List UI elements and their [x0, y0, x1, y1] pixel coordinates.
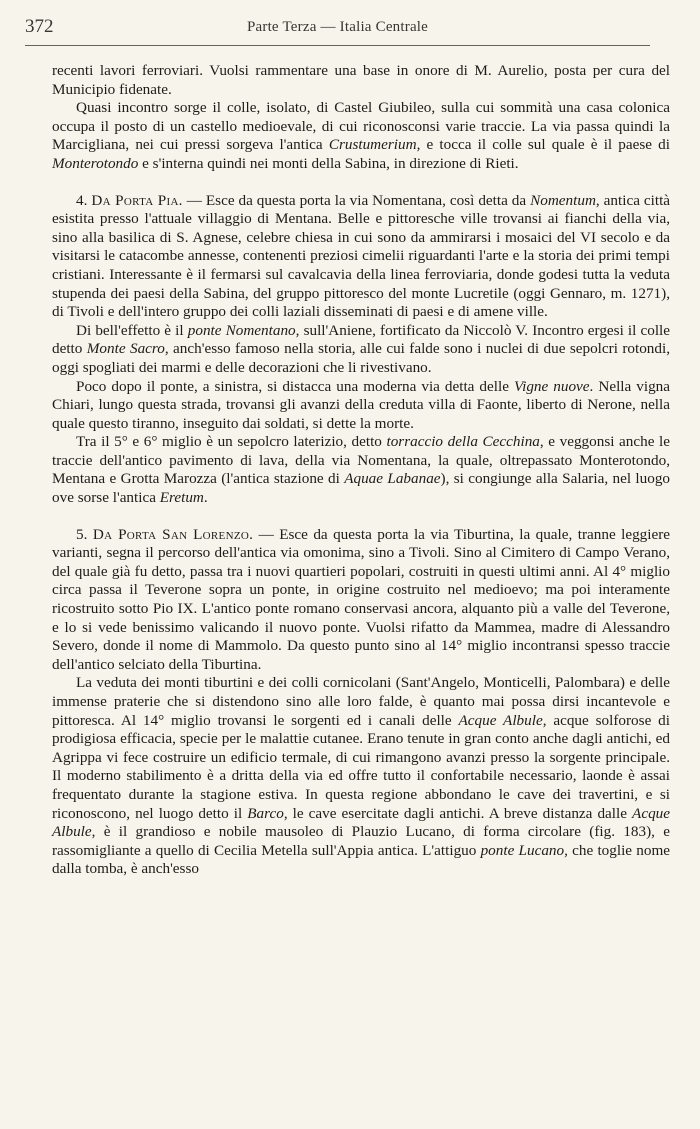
header-rule [25, 45, 650, 46]
body-text [52, 62, 670, 879]
section-5-paragraph: 5. Da Porta San Lorenzo. — Esce da questa porta la via Tiburtina, la quale, tranne leggiere varianti, segna il percorso dell'antica via omonima, sino a Tivoli. Sino al Cimitero di Campo Verano, del quale già fu detto, passa tra i nuovi quartieri popolari, costruiti in questi ultimi anni. Al 4° miglio circa passa il Teverone sopra un ponte, in origine costruito nel medioevo; ma poi interamente ricostruito sotto Pio IX. L'antico ponte romano conservasi ancora, alquanto più a valle del Teverone, e lo si vede benissimo valicando il nuovo ponte. Vuolsi rifatto da Mammea, madre di Alessandro Severo, donde il nome di Mammolo. Da questo punto sino al 14° miglio incontransi spesso traccie dell'antico selciato della Tiburtina. [52, 525, 671, 673]
paragraph: Di bell'effetto è il ponte Nomentano, sull'Aniene, fortificato da Niccolò V. Incontro ergesi il colle detto Monte Sacro, anch'esso famoso nella storia, alle cui falde sono i nuclei di due sepolcri rotondi, oggi spogliati dei marmi e delle decorazioni che li rivestivano. [52, 321, 670, 376]
section-heading: Da Porta San Lorenzo. [92, 525, 254, 543]
section-heading: Da Porta Pia. [91, 191, 183, 209]
section-4-paragraph: 4. Da Porta Pia. — Esce da questa porta la via Nomentana, così detta da Nomentum, antica città esistita presso l'attuale villaggio di Mentana. Belle e pittoresche ville trovansi ai fianchi della via, sino alla basilica di S. Agnese, celebre chiesa in cui sono da ammirarsi i mosaici del VI secolo e da visitarsi le catacombe annesse, contenenti preziosi cimelii riguardanti l'arte e la storia dei primi tempi cristiani. Interessante è il fermarsi sul cavalcavia della linea ferroviaria, donde godesi tutta la veduta stupenda dei paesi della Sabina, del gruppo pittoresco del monte Lucretile (oggi Gennaro, m. 1271), di Tivoli e dell'intero gruppo dei colli laziali disseminati di paesi e di amene ville. [52, 191, 671, 321]
paragraph: Poco dopo il ponte, a sinistra, si distacca una moderna via detta delle Vigne nuove. Nella vigna Chiari, lungo questa strada, trovansi gli avanzi della creduta villa di Faonte, liberto di Nerone, nella quale questo tiranno, inseguito dai soldati, si dette la morte. [52, 377, 670, 432]
page-number: 372 [25, 16, 54, 37]
running-title: Parte Terza — Italia Centrale [246, 19, 429, 35]
paragraph: Quasi incontro sorge il colle, isolato, di Castel Giubileo, sulla cui sommità una casa colonica occupa il posto di un castello medioevale, di cui riconosconsi varie traccie. La via passa quindi la Marcigliana, nei cui pressi sorgeva l'antica Crustumerium, e tocca il colle sul quale è il paese di Monterotondo e s'interna quindi nei monti della Sabina, in direzione di Rieti. [52, 99, 670, 172]
paragraph: Tra il 5° e 6° miglio è un sepolcro laterizio, detto torraccio della Cecchina, e veggonsi anche le traccie dell'antico pavimento di lava, della via Nomentana, la quale, oltrepassato Monterotondo, Mentana e Grotta Marozza (l'antica stazione di Aquae Labanae), si congiunge alla Salaria, nel luogo ove sorse l'antica Eretum. [52, 433, 671, 507]
paragraph: recenti lavori ferroviari. Vuolsi rammentare una base in onore di M. Aurelio, posta per cura del Municipio fidenate. [52, 62, 670, 98]
paragraph: La veduta dei monti tiburtini e dei colli cornicolani (Sant'Angelo, Monticelli, Palombara) e delle immense praterie che si distendono sino alle loro falde, è quanto mai possa dirsi incantevole e pittoresca. Al 14° miglio trovansi le sorgenti ed i canali delle Acque Albule, acque solforose di prodigiosa efficacia, specie per le malattie cutanee. Erano tenute in gran conto anche dagli antichi, ed Agrippa vi fece costruire un edificio termale, di cui rimangono avanzi presso la sorgente principale. Il moderno stabilimento è a dritta della via ed offre tutto il confortabile necessario, laonde è assai frequentato durante la stagione estiva. In questa regione abbondano le cave dei travertini, e si riconoscono, nel luogo detto il Barco, le cave esercitate dagli antichi. A breve distanza dalle Acque Albule, è il grandioso e nobile mausoleo di Plauzio Lucano, di forma circolare (fig. 183), e rassomigliante a quello di Cecilia Metella sull'Appia antica. L'attiguo ponte Lucano, che toglie nome dalla tomba, è anch'esso [52, 674, 671, 878]
running-header [25, 16, 650, 40]
